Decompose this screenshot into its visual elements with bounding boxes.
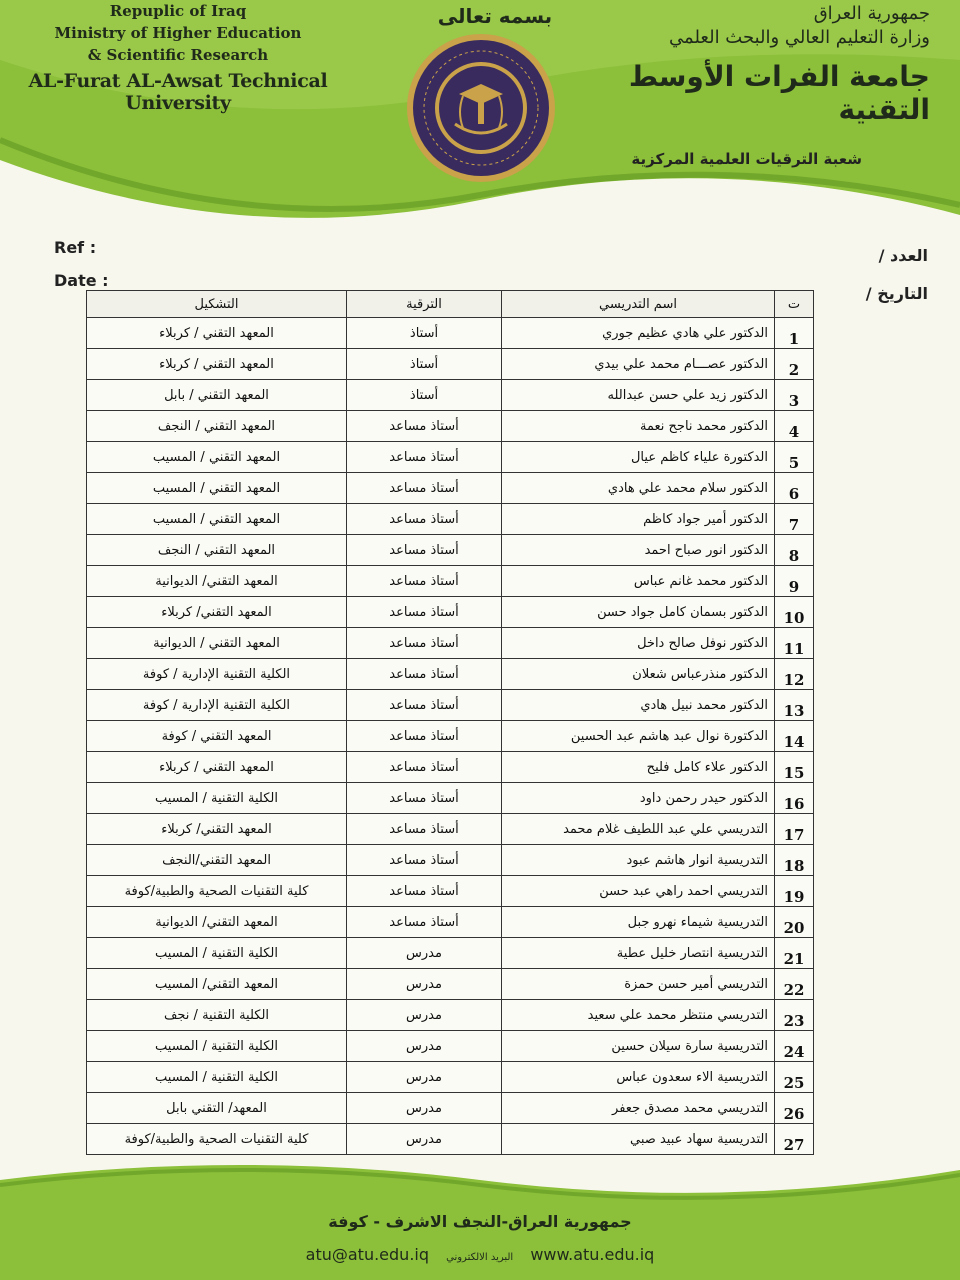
university-seal-logo <box>405 32 557 184</box>
row-number: 8 <box>775 535 814 566</box>
arabic-ministry: وزارة التعليم العالي والبحث العلمي <box>669 27 930 48</box>
row-unit: المعهد التقني / الديوانية <box>87 628 347 659</box>
row-rank: أستاذ مساعد <box>347 473 502 504</box>
row-number: 14 <box>775 721 814 752</box>
row-unit: المعهد التقني / النجف <box>87 535 347 566</box>
row-rank: أستاذ مساعد <box>347 845 502 876</box>
row-unit: المعهد التقني/ الديوانية <box>87 566 347 597</box>
promotions-table <box>86 290 814 1155</box>
table-row <box>87 1062 814 1093</box>
row-number: 18 <box>775 845 814 876</box>
row-name: التدريسي محمد مصدق جعفر <box>502 1093 775 1124</box>
row-number: 13 <box>775 690 814 721</box>
table-row <box>87 628 814 659</box>
table-row <box>87 504 814 535</box>
row-name: الدكتور محمد غانم عباس <box>502 566 775 597</box>
row-rank: أستاذ مساعد <box>347 721 502 752</box>
row-name: التدريسي أمير حسن حمزة <box>502 969 775 1000</box>
table-row <box>87 473 814 504</box>
row-number: 10 <box>775 597 814 628</box>
row-number: 6 <box>775 473 814 504</box>
table-row <box>87 1093 814 1124</box>
table-row <box>87 1000 814 1031</box>
table-row <box>87 597 814 628</box>
row-name: التدريسي منتظر محمد علي سعيد <box>502 1000 775 1031</box>
row-rank: أستاذ <box>347 318 502 349</box>
row-rank: أستاذ مساعد <box>347 876 502 907</box>
row-number: 19 <box>775 876 814 907</box>
table-body <box>87 318 814 1155</box>
table-row <box>87 411 814 442</box>
row-unit: المعهد التقني/النجف <box>87 845 347 876</box>
row-name: الدكتور انور صباح احمد <box>502 535 775 566</box>
table-row <box>87 907 814 938</box>
row-unit: المعهد التقني / بابل <box>87 380 347 411</box>
row-rank: أستاذ مساعد <box>347 907 502 938</box>
footer-contact <box>0 1245 960 1264</box>
row-rank: أستاذ <box>347 380 502 411</box>
row-number: 25 <box>775 1062 814 1093</box>
row-unit: الكلية التقنية / المسيب <box>87 1031 347 1062</box>
table-row <box>87 1031 814 1062</box>
row-number: 9 <box>775 566 814 597</box>
row-name: التدريسية انوار هاشم عبود <box>502 845 775 876</box>
row-rank: أستاذ مساعد <box>347 814 502 845</box>
date-label: Date : <box>54 271 109 290</box>
row-unit: المعهد التقني/ المسيب <box>87 969 347 1000</box>
header-rank: الترقية <box>347 291 502 318</box>
row-name: الدكتور محمد نبيل هادي <box>502 690 775 721</box>
row-rank: أستاذ مساعد <box>347 690 502 721</box>
row-unit: المعهد التقني/ الديوانية <box>87 907 347 938</box>
table-row <box>87 752 814 783</box>
row-number: 27 <box>775 1124 814 1155</box>
row-name: التدريسية سارة سيلان حسين <box>502 1031 775 1062</box>
footer-email[interactable]: atu@atu.edu.iq <box>305 1245 430 1264</box>
row-name: الدكتور سلام محمد علي هادي <box>502 473 775 504</box>
row-name: التدريسي علي عبد اللطيف غلام محمد <box>502 814 775 845</box>
row-number: 5 <box>775 442 814 473</box>
row-rank: مدرس <box>347 1093 502 1124</box>
table-row <box>87 783 814 814</box>
row-number: 1 <box>775 318 814 349</box>
row-name: التدريسي احمد راهي عبد حسن <box>502 876 775 907</box>
row-name: الدكتور منذرعباس شعلان <box>502 659 775 690</box>
row-unit: الكلية التقنية / المسيب <box>87 783 347 814</box>
english-letterhead <box>18 0 338 114</box>
table-row <box>87 535 814 566</box>
row-number: 20 <box>775 907 814 938</box>
arabic-university-name: جامعة الفرات الأوسط التقنية <box>628 60 930 126</box>
header-unit: التشكيل <box>87 291 347 318</box>
table-row <box>87 380 814 411</box>
row-number: 17 <box>775 814 814 845</box>
row-number: 4 <box>775 411 814 442</box>
row-unit: المعهد التقني/ كربلاء <box>87 814 347 845</box>
row-number: 26 <box>775 1093 814 1124</box>
table-row <box>87 876 814 907</box>
row-unit: الكلية التقنية / المسيب <box>87 938 347 969</box>
row-rank: مدرس <box>347 1000 502 1031</box>
row-name: الدكتور نوفل صالح داخل <box>502 628 775 659</box>
row-unit: المعهد التقني / كربلاء <box>87 752 347 783</box>
row-number: 11 <box>775 628 814 659</box>
row-rank: أستاذ مساعد <box>347 566 502 597</box>
row-rank: أستاذ مساعد <box>347 752 502 783</box>
row-name: الدكتورة علياء كاظم عيال <box>502 442 775 473</box>
row-unit: الكلية التقنية / المسيب <box>87 1062 347 1093</box>
row-name: الدكتور حيدر رحمن داود <box>502 783 775 814</box>
row-rank: أستاذ مساعد <box>347 597 502 628</box>
footer-email-label: البريد الالكتروني <box>446 1252 514 1263</box>
footer-website[interactable]: www.atu.edu.iq <box>530 1245 655 1264</box>
row-unit: الكلية التقنية الإدارية / كوفة <box>87 690 347 721</box>
row-unit: المعهد التقني / كربلاء <box>87 318 347 349</box>
header-number: ت <box>775 291 814 318</box>
row-rank: أستاذ مساعد <box>347 504 502 535</box>
english-ministry: Ministry of Higher Education <box>54 24 302 42</box>
row-number: 23 <box>775 1000 814 1031</box>
table-row <box>87 659 814 690</box>
table-row <box>87 318 814 349</box>
row-name: الدكتور محمد ناجح نعمة <box>502 411 775 442</box>
basmala: بسمه تعالى <box>437 4 553 28</box>
table-row <box>87 349 814 380</box>
table-row <box>87 845 814 876</box>
table-row <box>87 690 814 721</box>
row-name: الدكتور زيد علي حسن عبدالله <box>502 380 775 411</box>
row-rank: أستاذ مساعد <box>347 659 502 690</box>
row-name: التدريسية انتصار خليل عطية <box>502 938 775 969</box>
row-name: الدكتورة نوال عبد هاشم عبد الحسين <box>502 721 775 752</box>
row-number: 22 <box>775 969 814 1000</box>
table-row <box>87 566 814 597</box>
number-label-ar: العدد / <box>878 246 928 265</box>
english-country: Repuplic of Iraq <box>109 2 247 20</box>
row-rank: مدرس <box>347 1062 502 1093</box>
row-rank: مدرس <box>347 969 502 1000</box>
row-unit: المعهد/ التقني بابل <box>87 1093 347 1124</box>
header-name: اسم التدريسي <box>502 291 775 318</box>
row-rank: أستاذ مساعد <box>347 783 502 814</box>
row-rank: أستاذ <box>347 349 502 380</box>
table-row <box>87 814 814 845</box>
row-name: التدريسية سهاد عبيد صبي <box>502 1124 775 1155</box>
row-number: 24 <box>775 1031 814 1062</box>
row-rank: أستاذ مساعد <box>347 535 502 566</box>
row-rank: مدرس <box>347 1031 502 1062</box>
footer-address: جمهورية العراق-النجف الاشرف - كوفة <box>328 1212 632 1231</box>
row-number: 3 <box>775 380 814 411</box>
row-unit: المعهد التقني / النجف <box>87 411 347 442</box>
row-rank: أستاذ مساعد <box>347 411 502 442</box>
arabic-country: جمهورية العراق <box>813 3 930 24</box>
row-number: 15 <box>775 752 814 783</box>
row-name: الدكتور بسمان كامل جواد حسن <box>502 597 775 628</box>
row-rank: مدرس <box>347 938 502 969</box>
table-row <box>87 938 814 969</box>
table-header-row <box>87 291 814 318</box>
row-rank: مدرس <box>347 1124 502 1155</box>
row-number: 21 <box>775 938 814 969</box>
row-name: التدريسية الاء سعدون عباس <box>502 1062 775 1093</box>
row-unit: الكلية التقنية الإدارية / كوفة <box>87 659 347 690</box>
row-unit: الكلية التقنية / نجف <box>87 1000 347 1031</box>
row-unit: المعهد التقني/ كربلاء <box>87 597 347 628</box>
row-number: 16 <box>775 783 814 814</box>
row-unit: المعهد التقني / كربلاء <box>87 349 347 380</box>
row-number: 2 <box>775 349 814 380</box>
row-name: الدكتور علاء كامل فليح <box>502 752 775 783</box>
ref-label: Ref : <box>54 238 97 257</box>
row-name: التدريسية شيماء نهرو جبل <box>502 907 775 938</box>
english-university-name: AL-Furat AL-Awsat Technical University <box>28 70 328 114</box>
row-unit: المعهد التقني / المسيب <box>87 473 347 504</box>
row-unit: المعهد التقني / كوفة <box>87 721 347 752</box>
arabic-letterhead <box>600 2 930 126</box>
row-number: 12 <box>775 659 814 690</box>
table-row <box>87 969 814 1000</box>
row-unit: كلية التقنيات الصحية والطبية/كوفة <box>87 1124 347 1155</box>
row-name: الدكتور علي هادي عظيم جوري <box>502 318 775 349</box>
date-label-ar: التاريخ / <box>865 284 928 303</box>
row-number: 7 <box>775 504 814 535</box>
row-name: الدكتور عصـــام محمد علي بيدي <box>502 349 775 380</box>
department-name: شعبة الترقيات العلمية المركزية <box>631 150 862 168</box>
row-rank: أستاذ مساعد <box>347 628 502 659</box>
row-unit: المعهد التقني / المسيب <box>87 442 347 473</box>
table-row <box>87 721 814 752</box>
row-unit: كلية التقنيات الصحية والطبية/كوفة <box>87 876 347 907</box>
english-ministry-cont: & Scientific Research <box>87 46 269 64</box>
row-rank: أستاذ مساعد <box>347 442 502 473</box>
row-unit: المعهد التقني / المسيب <box>87 504 347 535</box>
row-name: الدكتور أمير جواد كاظم <box>502 504 775 535</box>
table-row <box>87 442 814 473</box>
